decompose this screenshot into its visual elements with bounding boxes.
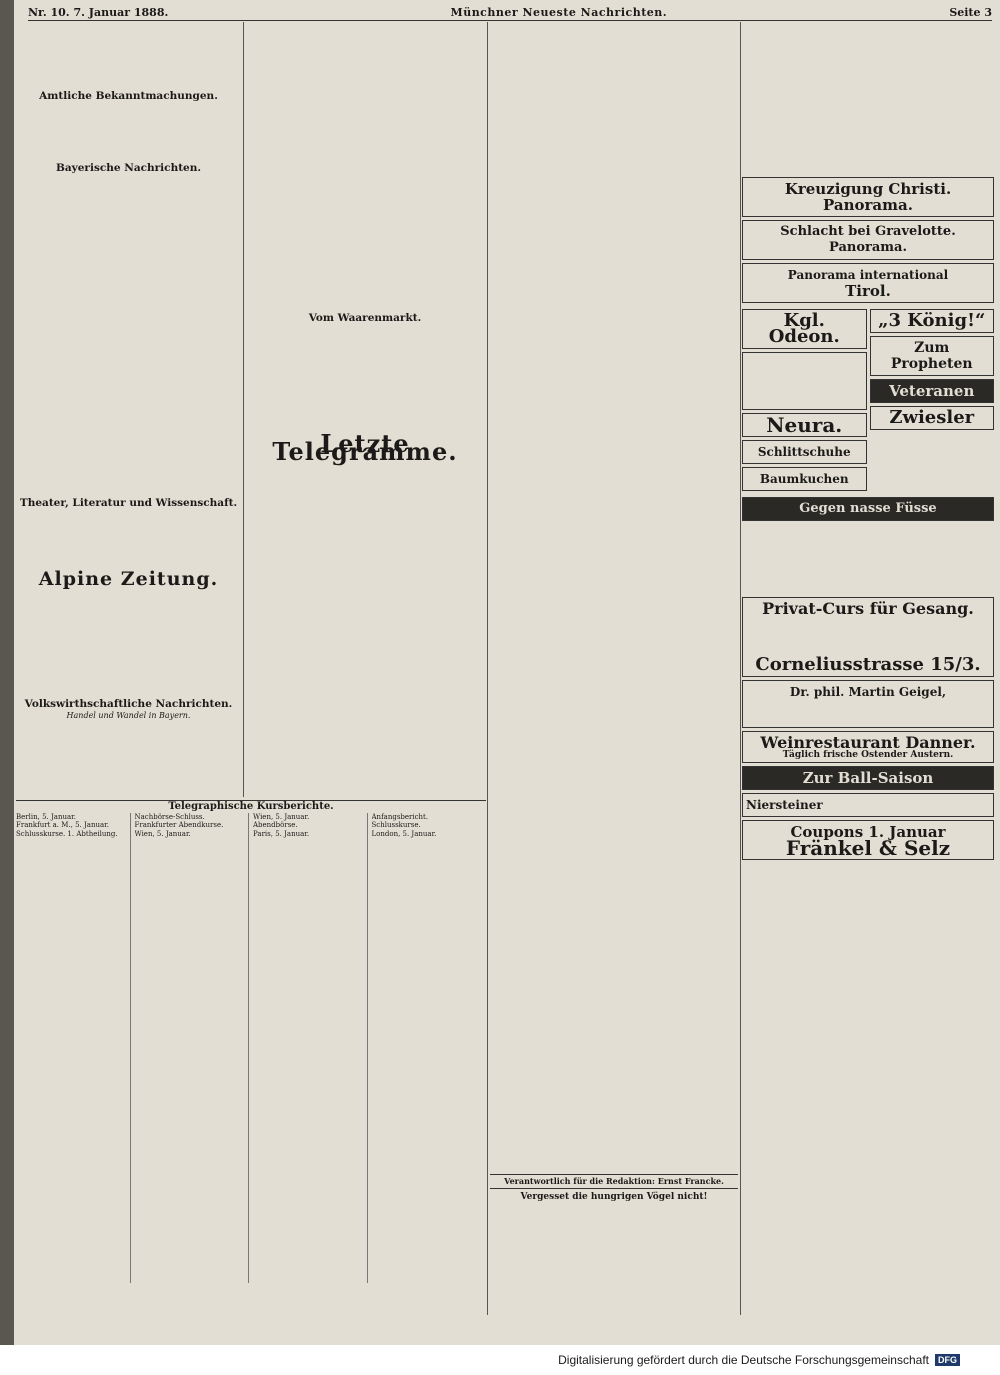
sub-heading: Handel und Wandel in Bayern. bbox=[66, 710, 191, 720]
article-text-block bbox=[16, 511, 241, 571]
newspaper-title: Münchner Neueste Nachrichten. bbox=[450, 5, 668, 19]
article-text-block bbox=[16, 24, 241, 88]
ad-kreuzigung: Kreuzigung Christi. Panorama. bbox=[742, 177, 994, 217]
section-heading: Volkswirthschaftliche Nachrichten. bbox=[24, 698, 233, 711]
section-heading: Amtliche Bekanntmachungen. bbox=[39, 90, 218, 102]
ad-ball-saison: Zur Ball-Saison bbox=[742, 766, 994, 790]
scan-binding-edge bbox=[0, 0, 14, 1375]
ad-panorama: Panorama international Tirol. bbox=[742, 263, 994, 303]
table-row: Frankfurter Abendkurse. bbox=[134, 821, 224, 830]
section-heading: Bayerische Nachrichten. bbox=[55, 161, 202, 174]
article-text-block bbox=[16, 586, 241, 696]
funding-credit: Digitalisierung gefördert durch die Deutsche Forschungsgemeinschaft bbox=[558, 1353, 929, 1367]
ad-neura: Neura. bbox=[742, 413, 867, 437]
advertisement-column bbox=[742, 24, 994, 1324]
table-column bbox=[253, 813, 368, 1283]
ad-zwiesler: Zwiesler bbox=[870, 406, 995, 430]
ad-geigel: Dr. phil. Martin Geigel, bbox=[742, 680, 994, 728]
notice-heading: Vergesset die hungrigen Vögel nicht! bbox=[520, 1191, 708, 1202]
ad-niersteiner: Niersteiner bbox=[742, 793, 994, 817]
table-column bbox=[16, 813, 131, 1283]
digitization-footer bbox=[0, 1345, 1000, 1375]
column-3 bbox=[490, 24, 738, 1324]
column-2 bbox=[245, 24, 485, 799]
table-row: Frankfurt a. M., 5. Januar. bbox=[16, 821, 109, 830]
ad-weinrestaurant: Weinrestaurant Danner. Täglich frische Ostender Austern. bbox=[742, 731, 994, 763]
section-heading: Vom Waarenmarkt. bbox=[308, 312, 422, 324]
page-header bbox=[28, 4, 992, 21]
ad-schlacht: Schlacht bei Gravelotte. Panorama. bbox=[742, 220, 994, 260]
table-column bbox=[372, 813, 487, 1283]
table-row: Schlusskurse. bbox=[371, 821, 421, 830]
newspaper-page bbox=[14, 0, 1000, 1345]
ad-propheten: Zum Propheten bbox=[870, 336, 995, 376]
table-row: Nachbörse-Schluss. bbox=[134, 813, 205, 822]
table-row: Abendbörse. bbox=[253, 821, 298, 830]
section-heading-large: Letzte Telegramme. bbox=[272, 428, 458, 467]
ad-privat-curs: Privat-Curs für Gesang. Corneliusstrasse 15/3. bbox=[742, 597, 994, 677]
table-row: Schlusskurse. 1. Abtheilung. bbox=[16, 829, 118, 838]
editor-credit: Verantwortlich für die Redaktion: Ernst Francke. bbox=[490, 1174, 738, 1189]
article-text-block bbox=[16, 175, 241, 495]
table-row: London, 5. Januar. bbox=[371, 829, 437, 838]
page-number: Seite 3 bbox=[949, 5, 992, 19]
section-heading: Theater, Literatur und Wissenschaft. bbox=[19, 497, 238, 510]
ad-baumkuchen: Baumkuchen bbox=[742, 467, 867, 491]
ad-odeon: Kgl. Odeon. bbox=[742, 309, 867, 349]
column-rule bbox=[243, 22, 244, 797]
ad-text-block bbox=[742, 524, 994, 594]
ad-text-block bbox=[742, 24, 994, 174]
ad-schlittschuhe: Schlittschuhe bbox=[742, 440, 867, 464]
table-row: Wien, 5. Januar. bbox=[253, 813, 310, 822]
article-text-block bbox=[16, 104, 241, 160]
table-row: Paris, 5. Januar. bbox=[253, 829, 310, 838]
column-rule bbox=[487, 22, 488, 1315]
ad-nasse-fuesse: Gegen nasse Füsse bbox=[742, 497, 994, 521]
column-rule bbox=[740, 22, 741, 1315]
article-text-block bbox=[245, 326, 485, 436]
article-text-block bbox=[245, 24, 485, 310]
article-text-block bbox=[490, 24, 738, 1174]
ad-small bbox=[742, 352, 867, 410]
table-row: Anfangsbericht. bbox=[371, 813, 429, 822]
table-column bbox=[135, 813, 250, 1283]
table-row: Berlin, 5. Januar. bbox=[16, 813, 76, 822]
ad-coupons: Coupons 1. Januar Fränkel & Selz bbox=[742, 820, 994, 860]
ad-veteranen: Veteranen bbox=[870, 379, 995, 403]
stock-quotes-table bbox=[16, 800, 486, 1301]
dfg-logo: DFG bbox=[935, 1354, 960, 1366]
section-heading-large: Alpine Zeitung. bbox=[38, 567, 219, 590]
issue-number: Nr. 10. 7. Januar 1888. bbox=[28, 5, 169, 19]
table-title: Telegraphische Kursberichte. bbox=[168, 801, 334, 812]
column-1 bbox=[16, 24, 241, 799]
table-row: Wien, 5. Januar. bbox=[134, 829, 191, 838]
ad-koenig: „3 König!“ bbox=[870, 309, 995, 333]
